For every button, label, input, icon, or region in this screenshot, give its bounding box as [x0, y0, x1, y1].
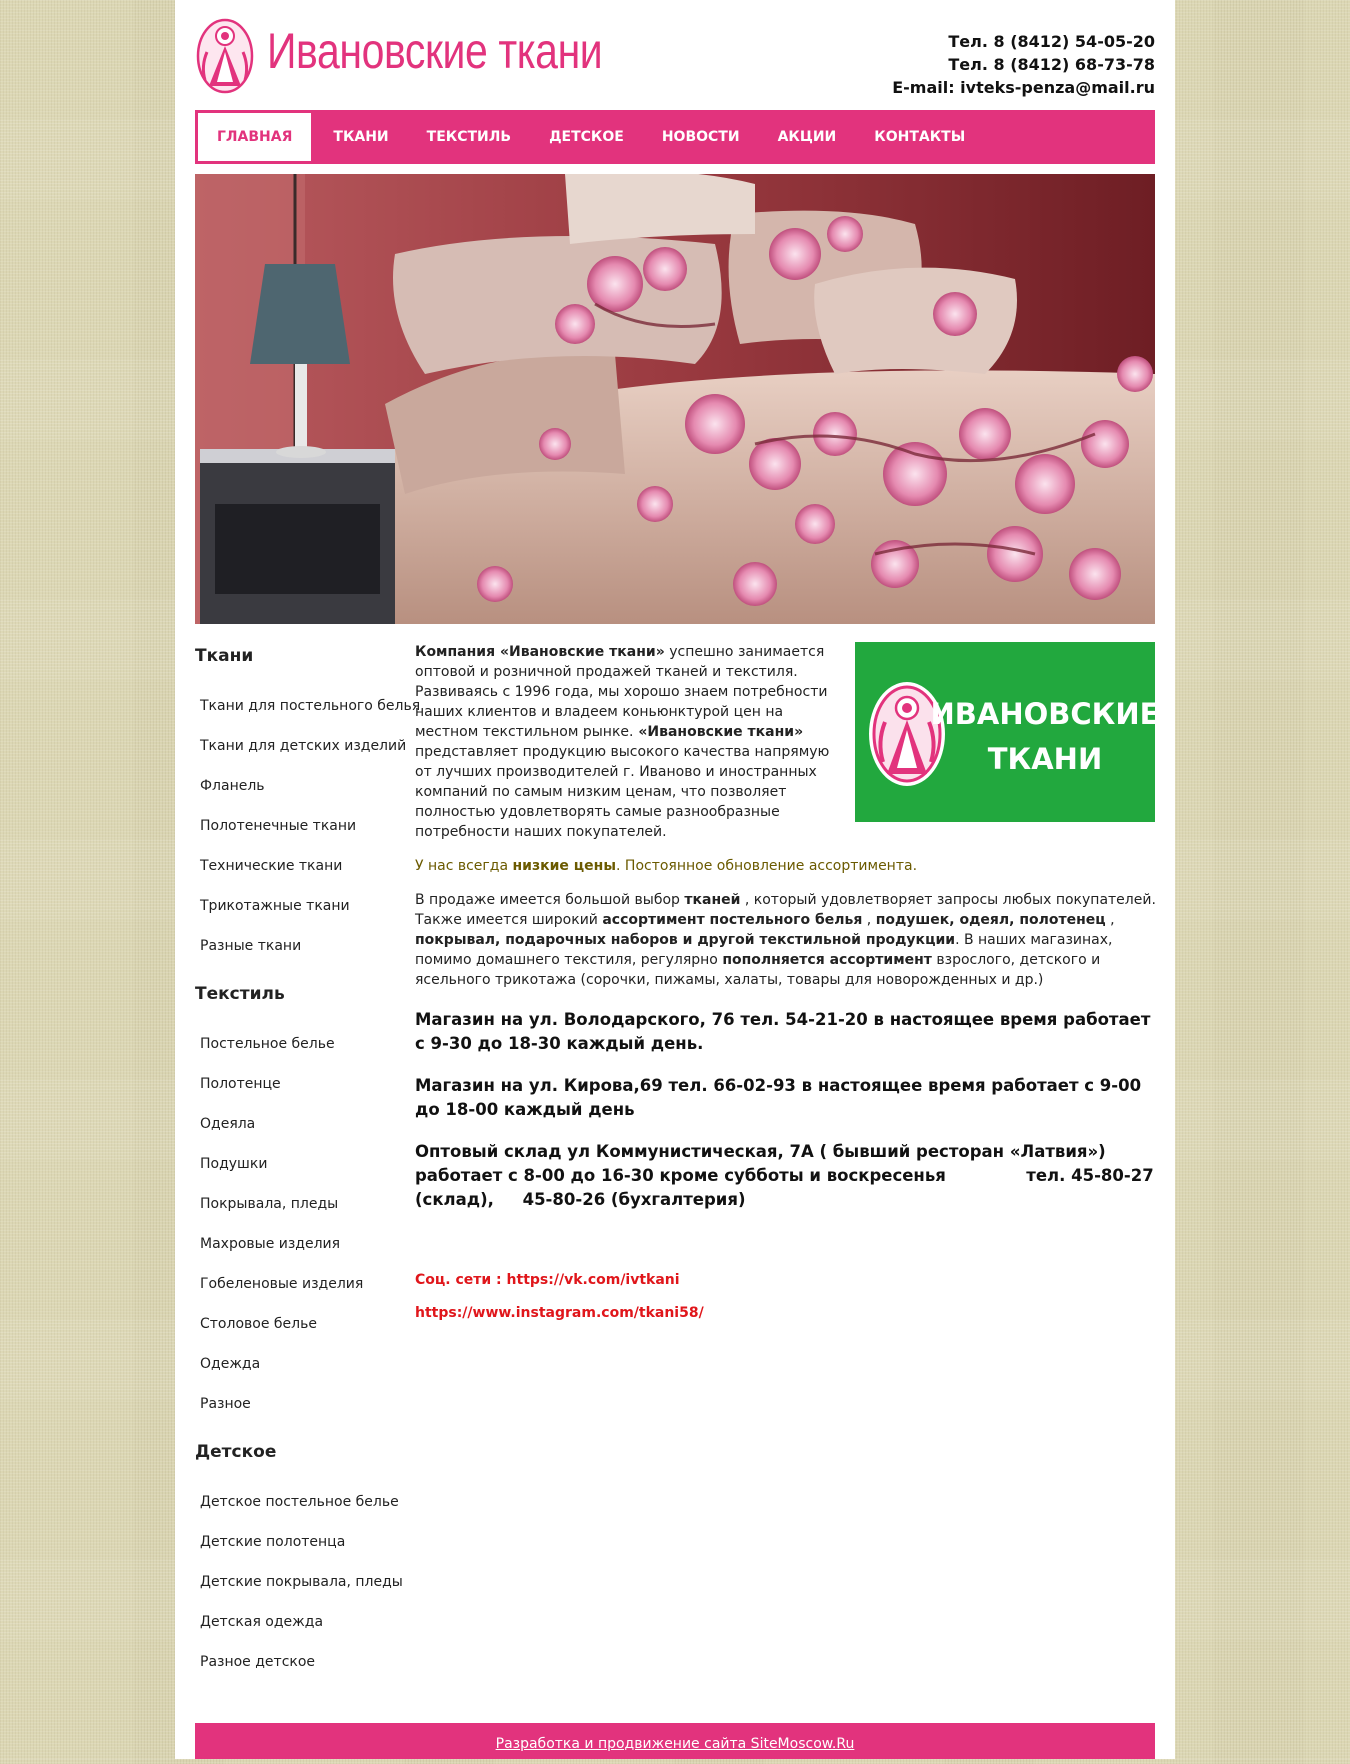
- vk-link[interactable]: https://vk.com/ivtkani: [506, 1272, 680, 1288]
- intro-text-1: успешно занимается оптовой и розничной продажей тканей и текстиля. Развиваясь с 1996 года, мы хорошо знаем потребности наших клиентов и владеем коньюнктурой цен на местном текстильном рынке.: [415, 644, 828, 740]
- sidebar-heading-kids[interactable]: Детское: [195, 1442, 277, 1462]
- nav-item-promotions[interactable]: АКЦИИ: [777, 129, 837, 145]
- sidebar-item[interactable]: Ткани для постельного белья: [200, 698, 421, 714]
- sidebar-item[interactable]: Полотенце: [200, 1076, 281, 1092]
- sidebar-list-textile: [195, 1024, 405, 1424]
- assortment-text: В продаже имеется большой выбор: [415, 892, 685, 908]
- assortment-bold: подушек, одеял, полотенец: [875, 912, 1106, 928]
- brand-logo-text-1: ИВАНОВСКИЕ: [930, 697, 1155, 731]
- sidebar-item[interactable]: Разные ткани: [200, 938, 302, 954]
- assortment-text: , который удовлетворяет запросы любых покупателей. Также имеется широкий: [415, 892, 1156, 928]
- sidebar-item[interactable]: Полотенечные ткани: [200, 818, 357, 834]
- intro-company: Компания «Ивановские ткани»: [415, 644, 665, 660]
- shop-2-info: Магазин на ул. Кирова,69 тел. 66-02-93 в настоящее время работает с 9-00 до 18-00 каждый день: [415, 1076, 1142, 1119]
- assortment-text: ,: [1105, 912, 1115, 928]
- slogan-pre: У нас всегда: [415, 858, 513, 874]
- main-content: [415, 642, 1160, 1321]
- intro-brand: «Ивановские ткани»: [633, 724, 804, 740]
- hero-banner-image: [195, 174, 1155, 624]
- instagram-row: [415, 1305, 1157, 1321]
- assortment-bold: покрывал, подарочных наборов и другой текстильной продукции: [415, 932, 956, 948]
- nav-item-news[interactable]: НОВОСТИ: [661, 129, 740, 145]
- email[interactable]: E-mail: ivteks-penza@mail.ru: [892, 78, 1155, 97]
- sidebar-heading-fabrics[interactable]: Ткани: [195, 646, 254, 666]
- sidebar-heading-textile[interactable]: Текстиль: [195, 984, 285, 1004]
- slogan: [415, 856, 1157, 876]
- assortment-bold: ассортимент постельного белья: [602, 912, 863, 928]
- sidebar-item[interactable]: Подушки: [200, 1156, 268, 1172]
- assortment-paragraph: [415, 890, 1157, 990]
- sidebar-item[interactable]: Гобеленовые изделия: [200, 1276, 364, 1292]
- footer-developer-link[interactable]: Разработка и продвижение сайта SiteMoscow.Ru: [495, 1736, 855, 1752]
- main-nav: [195, 110, 1155, 164]
- nav-item-fabrics[interactable]: ТКАНИ: [333, 129, 389, 145]
- sidebar-item[interactable]: Постельное белье: [200, 1036, 335, 1052]
- nav-item-home[interactable]: ГЛАВНАЯ: [197, 112, 312, 162]
- sidebar-item[interactable]: Детские полотенца: [200, 1534, 346, 1550]
- page-container: [175, 0, 1175, 1759]
- assortment-text: взрослого, детского и ясельного трикотажа (сорочки, пижамы, халаты, товары для новорожденных и др.): [415, 952, 1101, 988]
- sidebar-list-fabrics: [195, 686, 421, 966]
- sidebar-item[interactable]: Махровые изделия: [200, 1236, 341, 1252]
- social-label: Соц. сети :: [415, 1272, 507, 1288]
- sidebar-item[interactable]: Столовое белье: [200, 1316, 317, 1332]
- sidebar-item[interactable]: Разное: [200, 1396, 251, 1412]
- sidebar-item[interactable]: Ткани для детских изделий: [200, 738, 407, 754]
- assortment-bold: пополняется ассортимент: [722, 952, 932, 968]
- instagram-link[interactable]: https://www.instagram.com/tkani58/: [415, 1305, 704, 1321]
- sidebar-item[interactable]: Детские покрывала, пледы: [200, 1574, 403, 1590]
- slogan-post: . Постоянное обновление ассортимента.: [616, 858, 918, 874]
- sidebar-item[interactable]: Фланель: [200, 778, 265, 794]
- assortment-text: . В наших магазинах, помимо домашнего текстиля, регулярно: [415, 932, 1113, 968]
- phone-1: Тел. 8 (8412) 54-05-20: [948, 32, 1155, 51]
- contacts-block: [892, 30, 1155, 99]
- assortment-text: ,: [862, 912, 876, 928]
- nav-item-contacts[interactable]: КОНТАКТЫ: [874, 129, 966, 145]
- sidebar-item[interactable]: Разное детское: [200, 1654, 316, 1670]
- sidebar-item[interactable]: Трикотажные ткани: [200, 898, 350, 914]
- sidebar: [195, 640, 421, 1694]
- nav-item-kids[interactable]: ДЕТСКОЕ: [549, 129, 624, 145]
- sidebar-item[interactable]: Детское постельное белье: [200, 1494, 399, 1510]
- phone-2: Тел. 8 (8412) 68-73-78: [948, 55, 1155, 74]
- sidebar-list-kids: [195, 1482, 405, 1682]
- social-links: [415, 1272, 1157, 1288]
- footer: [195, 1723, 1155, 1759]
- warehouse-info: Оптовый склад ул Коммунистическая, 7А ( бывший ресторан «Латвия») работает с 8-00 до 16-30 кроме субботы и воскресенья тел. 45-80-27 (склад), 45-80-26 (бухгалтерия): [415, 1142, 1160, 1209]
- sidebar-item[interactable]: Покрывала, пледы: [200, 1196, 339, 1212]
- sidebar-item[interactable]: Детская одежда: [200, 1614, 324, 1630]
- shop-1-info: Магазин на ул. Володарского, 76 тел. 54-21-20 в настоящее время работает с 9-30 до 18-30 каждый день.: [415, 1010, 1151, 1053]
- slogan-bold: низкие цены: [512, 858, 617, 874]
- logo-icon[interactable]: [195, 16, 255, 94]
- sidebar-item[interactable]: Технические ткани: [200, 858, 343, 874]
- brand-logo-image: [855, 642, 1155, 822]
- intro-paragraph: [415, 642, 847, 842]
- sidebar-item[interactable]: Одеяла: [200, 1116, 256, 1132]
- assortment-bold: тканей: [684, 892, 741, 908]
- site-title[interactable]: Ивановские ткани: [267, 23, 603, 79]
- brand-logo-text-2: ТКАНИ: [987, 742, 1103, 776]
- intro-text-2: представляет продукцию высокого качества напрямую от лучших производителей г. Иваново и иностранных компаний по самым низким ценам, что позволяет полностью удовлетворять самые разнообразные потребности наших покупателей.: [415, 744, 830, 840]
- sidebar-item[interactable]: Одежда: [200, 1356, 261, 1372]
- nav-item-textile[interactable]: ТЕКСТИЛЬ: [426, 129, 512, 145]
